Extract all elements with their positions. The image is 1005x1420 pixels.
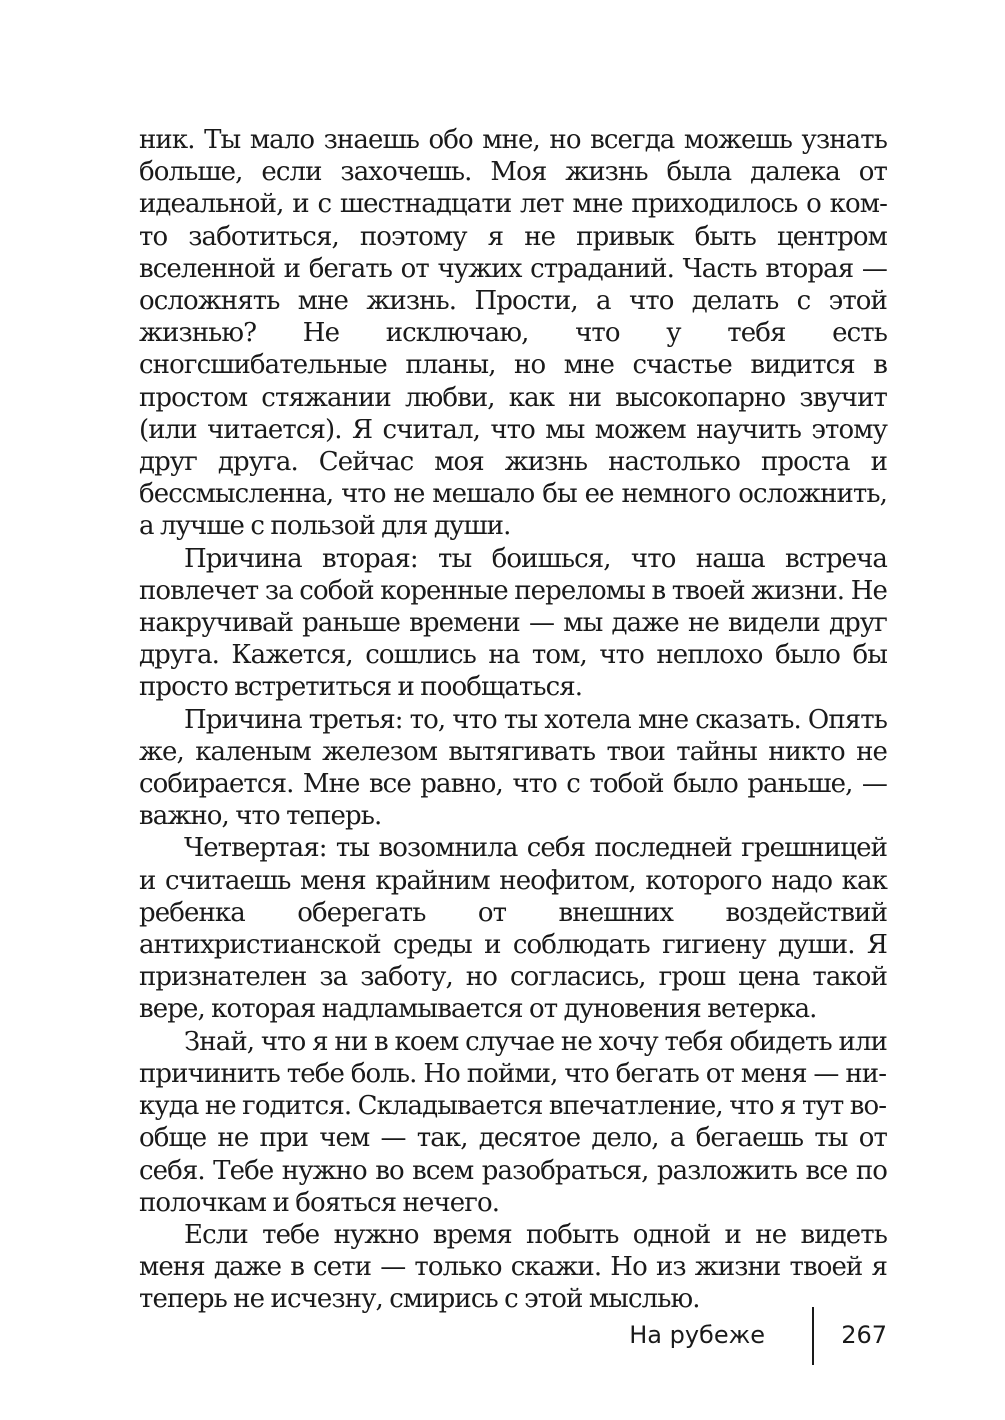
- paragraph-know-that: Знай, что я ни в коем случае не хочу тебя обидеть или причинить тебе боль. Но пойми, что бегать от меня — никуда не годится. Складывается впечатление, что я тут вообще не при чем — так, десятое дело, а бегаешь ты от себя. Тебе нужно во всем разобраться, разложить все по полочкам и бояться нечего.: [139, 1026, 887, 1218]
- page-footer: [0, 1307, 1005, 1365]
- paragraph-reason-two: Причина вторая: ты боишься, что наша встреча повлечет за собой коренные переломы в твоей жизни. Не накручивай раньше времени — мы даже не видели друг друга. Кажется, сошлись на том, что неплохо было бы просто встретиться и пообщаться.: [139, 543, 887, 703]
- paragraph-continuation: ник. Ты мало знаешь обо мне, но всегда можешь узнать больше, если захочешь. Моя жизнь была далека от идеальной, и с шестнадцати лет мне приходилось о ком-то заботиться, поэтому я не привык быть центром вселенной и бегать от чужих страданий. Часть вторая — осложнять мне жизнь. Прости, а что делать с этой жизнью? Не исключаю, что у тебя есть сногсшибательные планы, но мне счастье видится в простом стяжании любви, как ни высокопарно звучит (или читается). Я считал, что мы можем научить этому друг друга. Сейчас моя жизнь настолько проста и бессмысленна, что не мешало бы ее немного осложнить, а лучше с пользой для души.: [139, 125, 887, 542]
- page-number: 267: [841, 1321, 887, 1349]
- paragraph-reason-three: Причина третья: то, что ты хотела мне сказать. Опять же, каленым железом вытягивать твои тайны никто не собирается. Мне все равно, что с тобой было раньше, — важно, что теперь.: [139, 704, 887, 832]
- page-body-text: [139, 124, 887, 1316]
- paragraph-reason-four: Четвертая: ты возомнила себя последней грешницей и считаешь меня крайним неофитом, которого надо как ребенка оберегать от внешних воздействий антихристианской среды и соблюдать гигиену души. Я признателен за заботу, но согласись, грош цена такой вере, которая надламывается от дуновения ветерка.: [139, 833, 887, 1025]
- running-title: На рубеже: [629, 1321, 765, 1349]
- footer-divider: [812, 1307, 814, 1365]
- paragraph-if-you-need-time: Если тебе нужно время побыть одной и не видеть меня даже в сети — только скажи. Но из жизни твоей я теперь не исчезну, смирись с этой мыслью.: [139, 1219, 887, 1315]
